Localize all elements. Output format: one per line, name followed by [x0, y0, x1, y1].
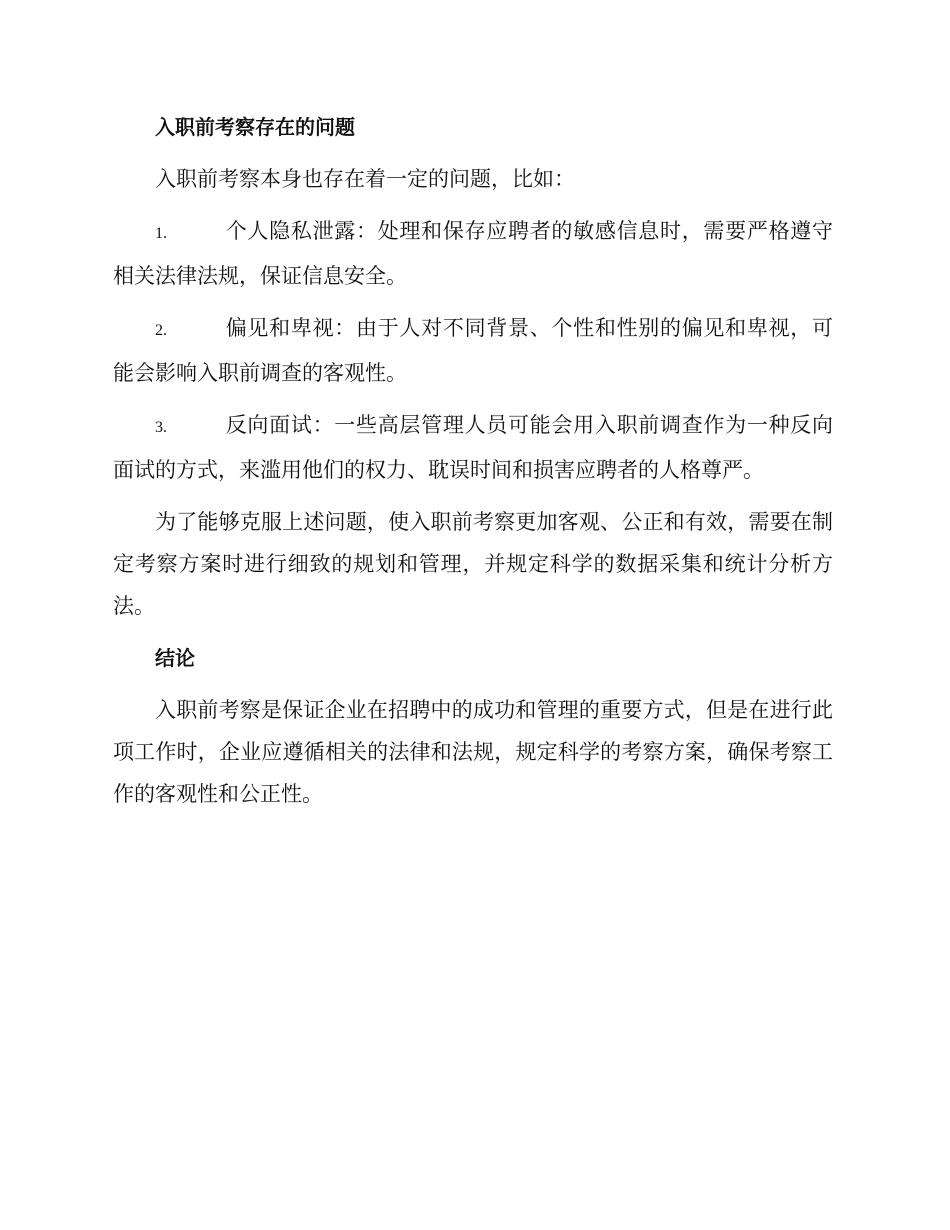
section-heading-conclusion: 结论 [155, 646, 195, 670]
closing-paragraph: 为了能够克服上述问题，使入职前考察更加客观、公正和有效，需要在制定考察方案时进行细致的规划和管理，并规定科学的数据采集和统计分析方法。 [113, 510, 833, 618]
list-item-number: 2. [155, 322, 167, 339]
conclusion-paragraph: 入职前考察是保证企业在招聘中的成功和管理的重要方式，但是在进行此项工作时，企业应遵循相关的法律和法规，规定科学的考察方案，确保考察工作的客观性和公正性。 [113, 698, 833, 806]
list-item-text: 个人隐私泄露：处理和保存应聘者的敏感信息时，需要严格遵守相关法律法规，保证信息安全。 [113, 219, 833, 288]
list-item-text: 偏见和卑视：由于人对不同背景、个性和性别的偏见和卑视，可能会影响入职前调查的客观性。 [113, 316, 833, 385]
section-heading-problems: 入职前考察存在的问题 [155, 115, 355, 139]
list-item [113, 210, 833, 297]
list-item [113, 404, 833, 491]
intro-paragraph: 入职前考察本身也存在着一定的问题，比如： [155, 167, 575, 191]
document-body [113, 106, 833, 825]
list-item-number: 1. [155, 225, 167, 242]
list-item-text: 反向面试：一些高层管理人员可能会用入职前调查作为一种反向面试的方式，来滥用他们的权力、耽误时间和损害应聘者的人格尊严。 [113, 413, 833, 482]
list-item [113, 307, 833, 394]
list-item-number: 3. [155, 419, 167, 436]
